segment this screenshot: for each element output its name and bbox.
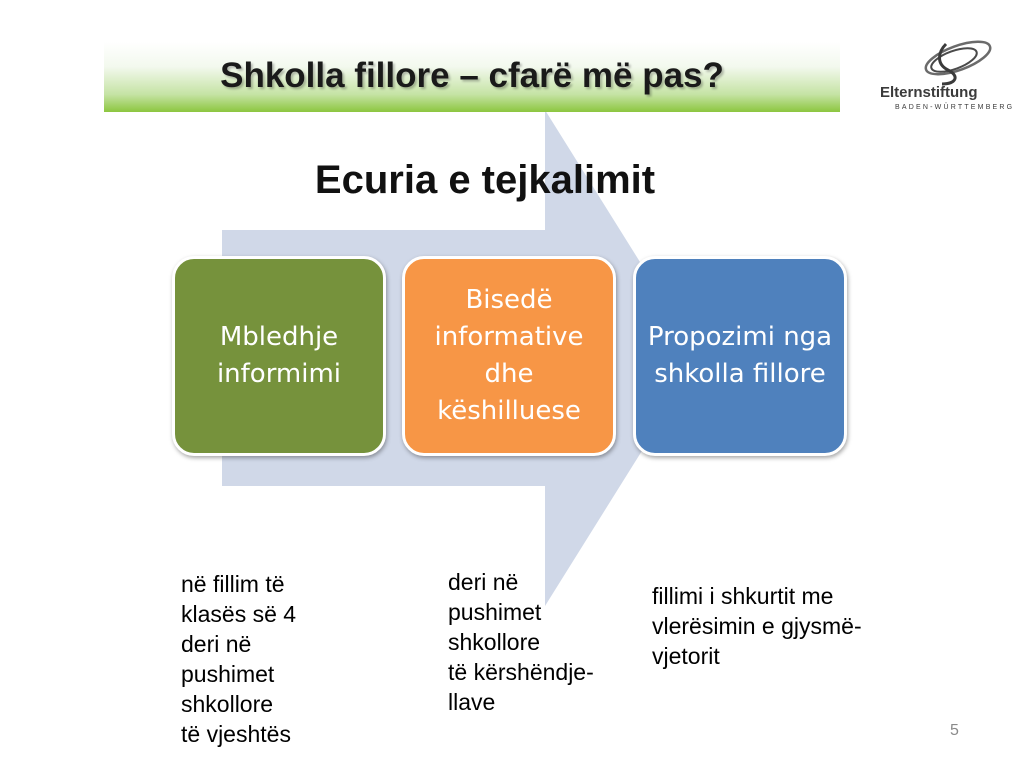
step-label-1: Mbledhje informimi	[216, 322, 342, 389]
step-box-2	[402, 256, 616, 456]
timing-note-3: fillimi i shkurtit me vlerësimin e gjysmë- vjetorit	[652, 583, 862, 669]
logo-name: Elternstiftung	[880, 84, 978, 101]
step-label-3: Propozimi nga shkolla fillore	[647, 322, 833, 389]
diagram-subtitle: Ecuria e tejkalimit	[314, 158, 656, 202]
timing-note-2: deri në pushimet shkollore të kërshëndje- llave	[448, 569, 594, 715]
title-bar	[104, 42, 840, 112]
page-number: 5	[950, 722, 959, 739]
timing-note-1: në fillim të klasës së 4 deri në pushimet shkollore të vjeshtës	[181, 571, 297, 747]
step-label-2: Bisedë informative dhe këshilluese	[434, 285, 584, 426]
step-box-3	[633, 256, 847, 456]
logo-subtitle: BADEN-WÜRTTEMBERG	[895, 104, 1015, 111]
step-box-1	[172, 256, 386, 456]
page-title: Shkolla fillore – cfarë më pas?	[220, 56, 724, 95]
